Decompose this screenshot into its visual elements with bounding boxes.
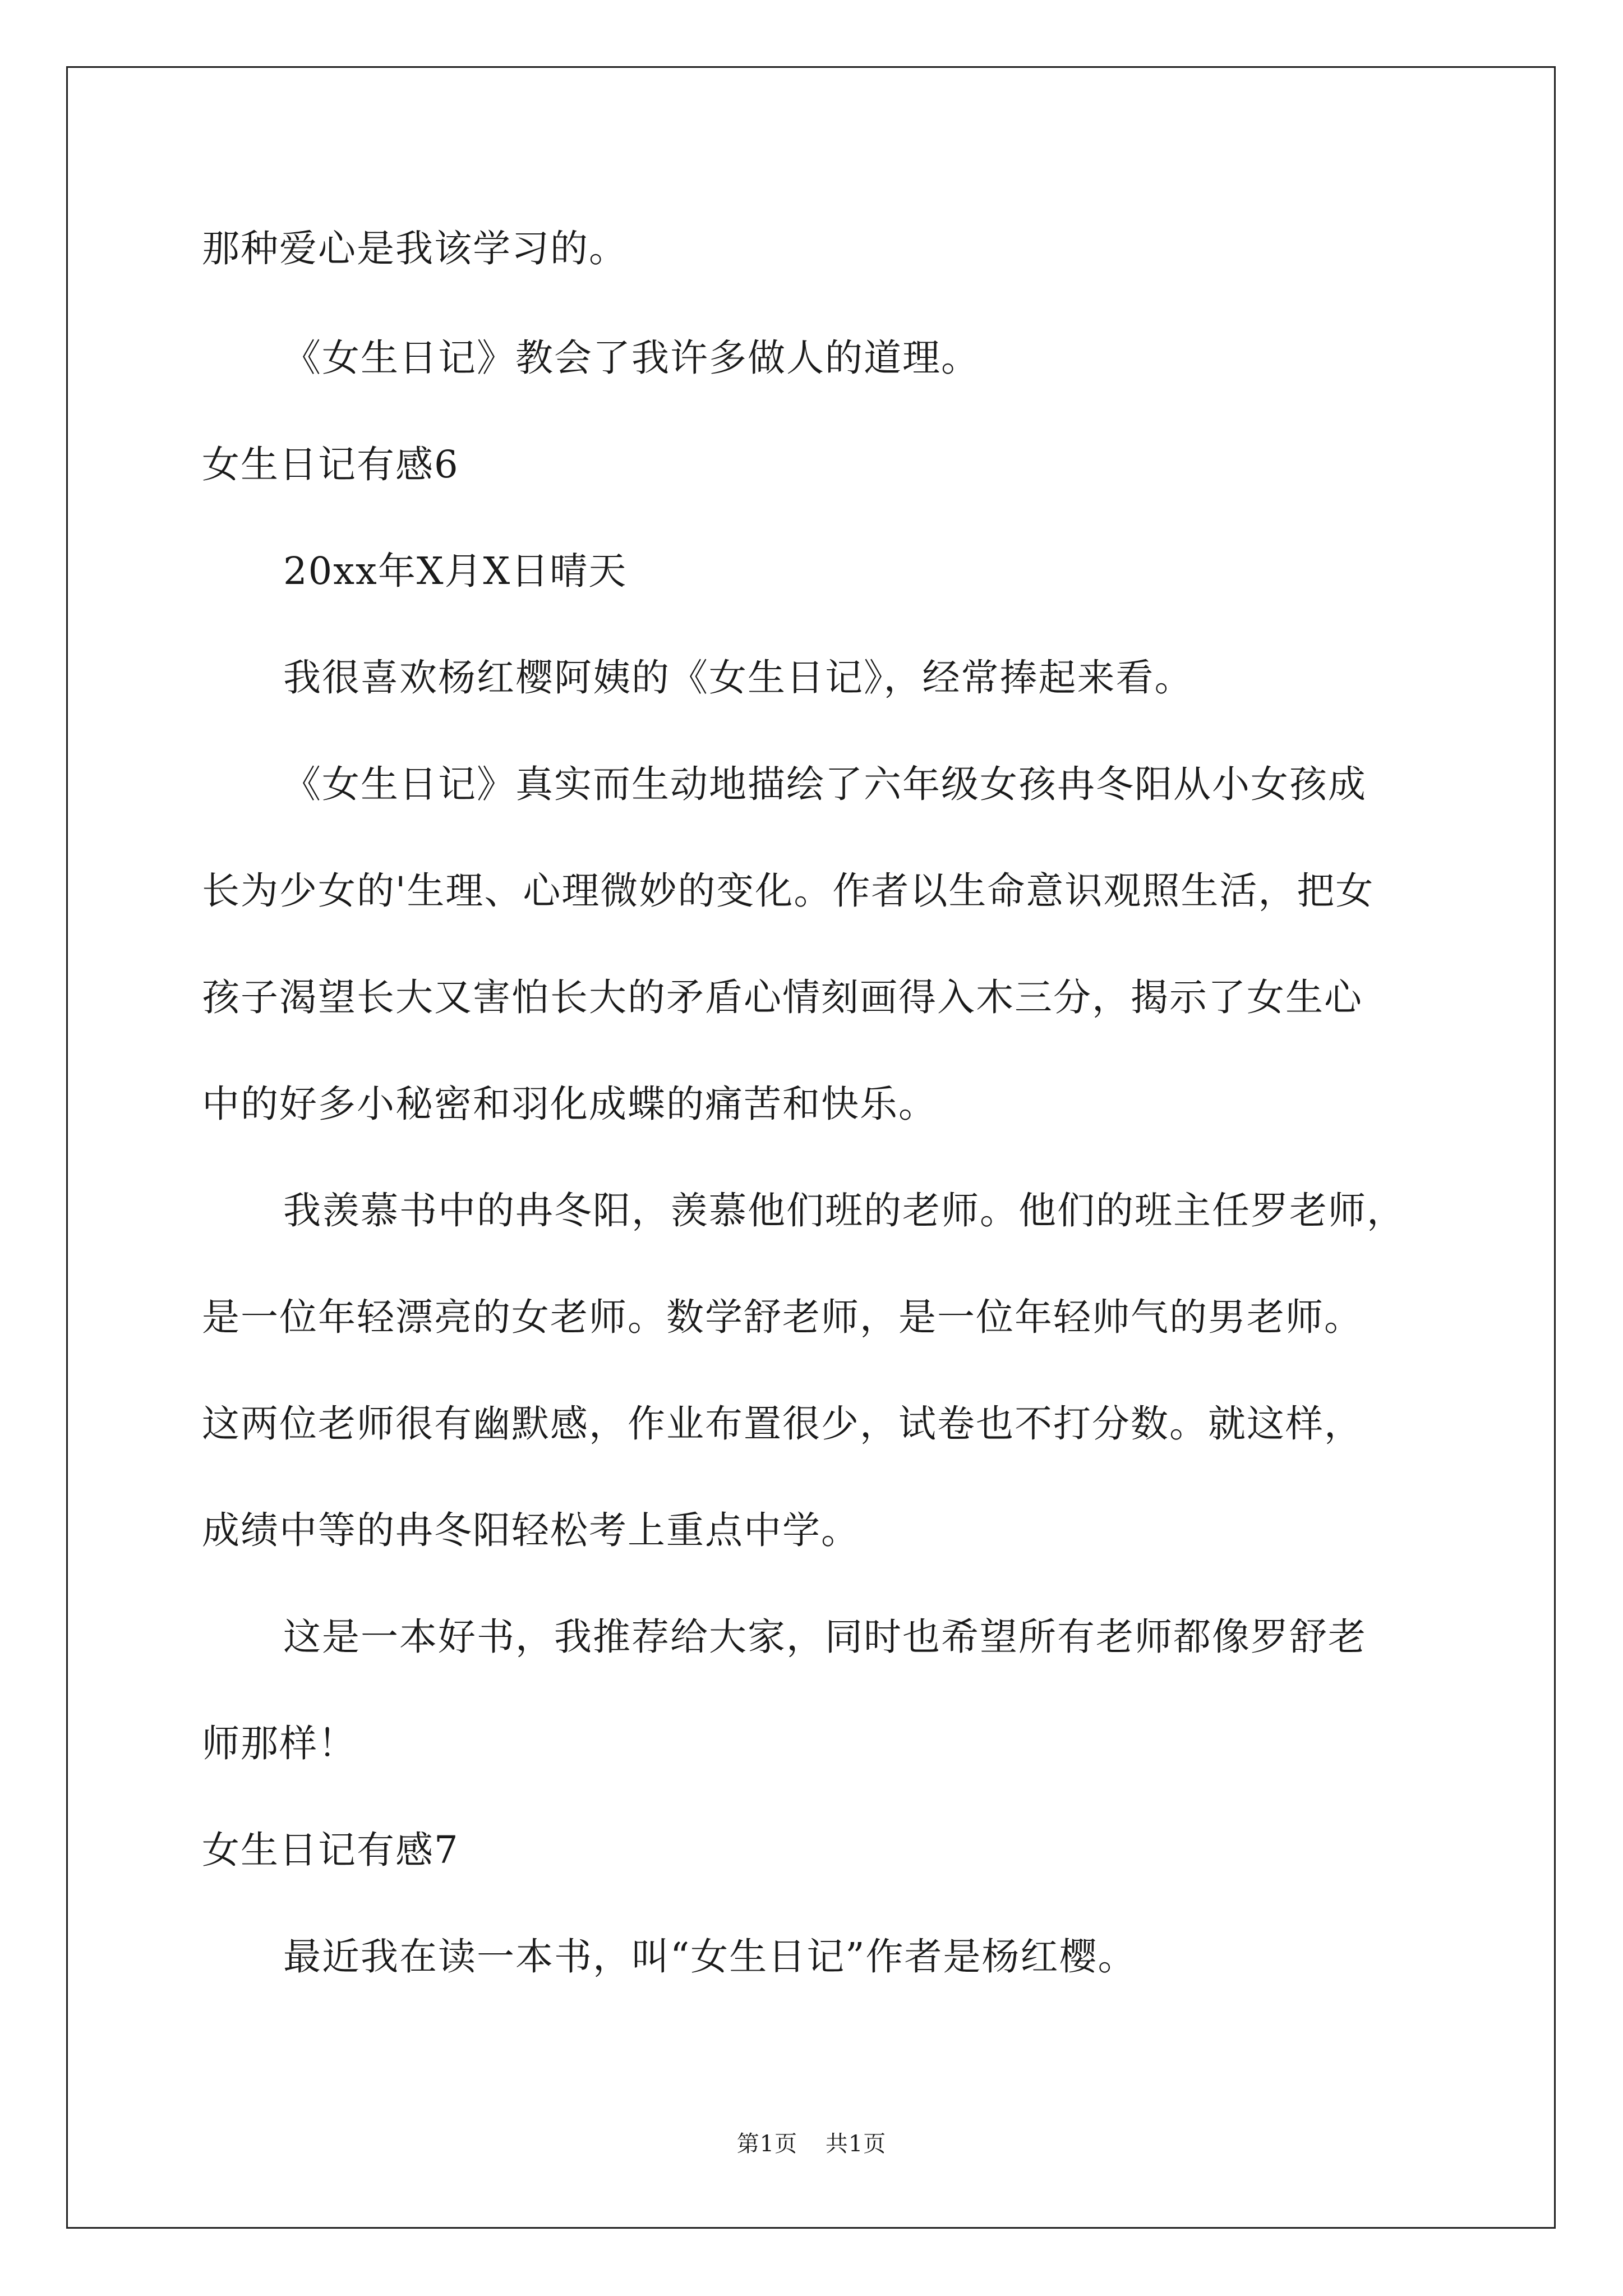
paragraph-line: 最近我在读一本书，叫“女生日记”作者是杨红樱。 xyxy=(283,1935,1137,1978)
paragraph-line: 孩子渴望长大又害怕长大的矛盾心情刻画得入木三分，揭示了女生心 xyxy=(202,976,1363,1019)
paragraph-line: 长为少女的'生理、心理微妙的变化。作者以生命意识观照生活，把女 xyxy=(202,869,1375,913)
paragraph-line: 这是一本好书，我推荐给大家，同时也希望所有老师都像罗舒老 xyxy=(283,1615,1367,1659)
paragraph-line: 这两位老师很有幽默感，作业布置很少，试卷也不打分数。就这样， xyxy=(202,1402,1363,1446)
paragraph-line: 《女生日记》教会了我许多做人的道理。 xyxy=(283,336,980,380)
page-border xyxy=(66,66,1556,2229)
paragraph-line: 中的好多小秘密和羽化成蝶的痛苦和快乐。 xyxy=(202,1082,937,1126)
diary-date: 20xx年X月X日晴天 xyxy=(283,549,628,593)
page-footer xyxy=(0,2126,1623,2158)
paragraph-line: 成绩中等的冉冬阳轻松考上重点中学。 xyxy=(202,1508,860,1552)
section-heading: 女生日记有感6 xyxy=(202,443,459,486)
paragraph-line: 那种爱心是我该学习的。 xyxy=(202,227,628,270)
page-total: 共1页 xyxy=(825,2131,887,2157)
page-number: 第1页 xyxy=(736,2131,798,2157)
section-heading: 女生日记有感7 xyxy=(202,1828,459,1872)
paragraph-line: 我羡慕书中的冉冬阳，羡慕他们班的老师。他们的班主任罗老师， xyxy=(283,1189,1405,1232)
paragraph-line: 师那样！ xyxy=(202,1722,357,1765)
paragraph-line: 是一位年轻漂亮的女老师。数学舒老师，是一位年轻帅气的男老师。 xyxy=(202,1295,1363,1339)
paragraph-line: 《女生日记》真实而生动地描绘了六年级女孩冉冬阳从小女孩成 xyxy=(283,762,1367,806)
paragraph-line: 我很喜欢杨红樱阿姨的《女生日记》，经常捧起来看。 xyxy=(283,656,1193,700)
